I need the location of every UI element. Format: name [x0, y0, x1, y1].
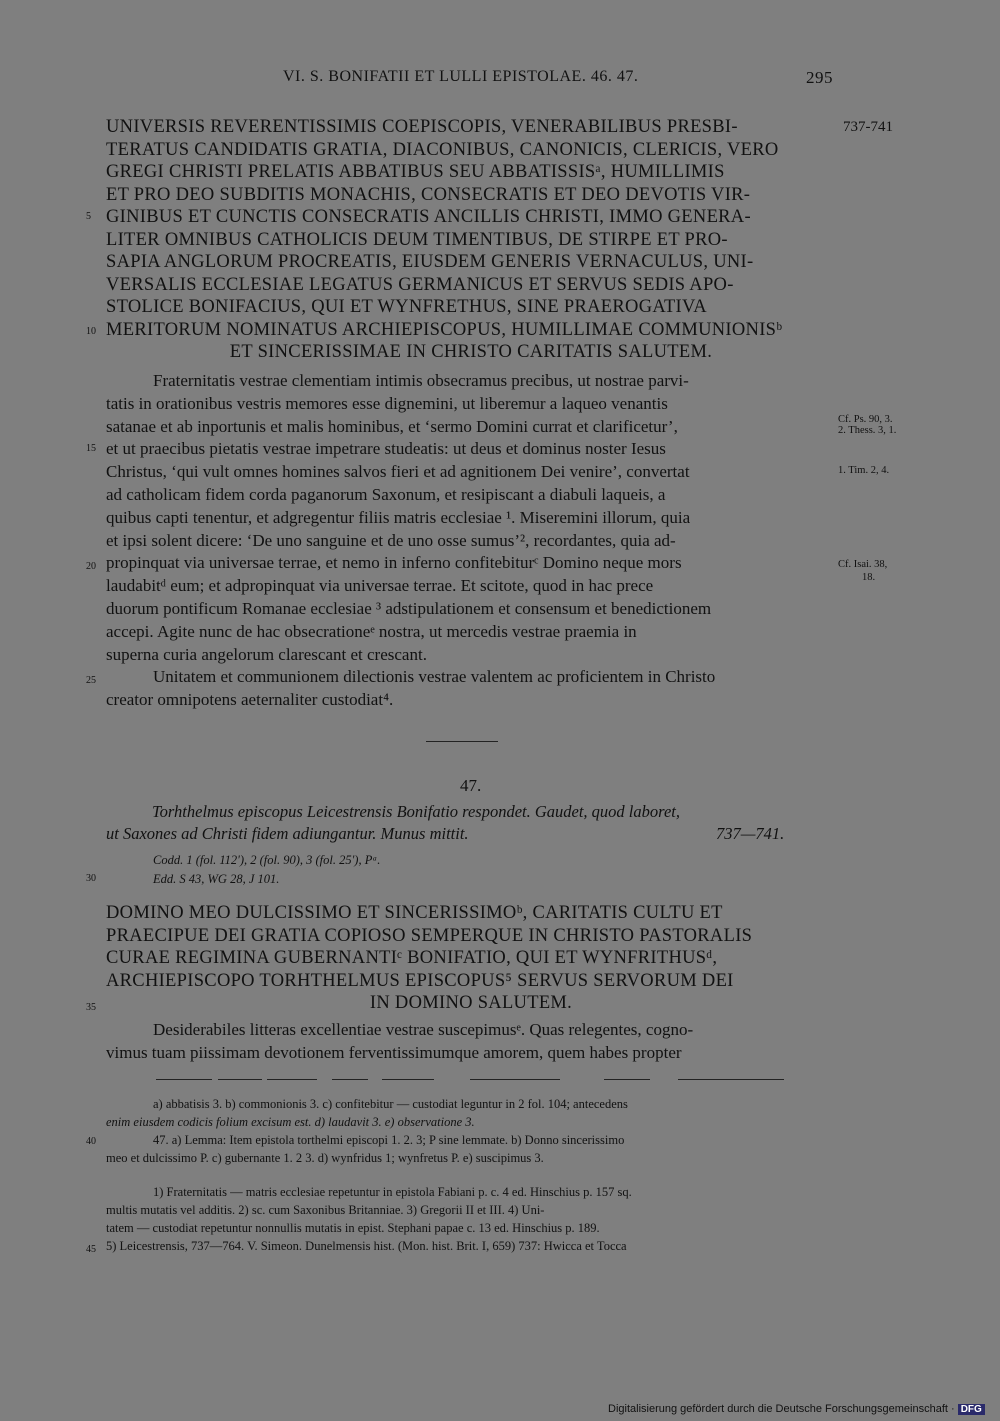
codices: Codd. 1 (fol. 112'), 2 (fol. 90), 3 (fol. 25'), Pᵃ. [153, 853, 381, 867]
apparatus-line: a) abbatisis 3. b) commonionis 3. c) confitebitur — custodiat leguntur in 2 fol. 104; antecedens [153, 1097, 628, 1111]
body-line: satanae et ab inportunis et malis hominibus, et ‘sermo Domini currat et clarificetur’, [106, 416, 678, 436]
rule-segment [267, 1079, 317, 1080]
body-line: laudabitᵈ eum; et adpropinquat via universae terrae. Et scitote, quod in hac prece [106, 576, 654, 596]
digitization-footer [608, 1403, 985, 1415]
running-title: VI. S. BONIFATII ET LULLI EPISTOLAE. 46. 47. [283, 68, 639, 85]
address-46 [106, 116, 836, 364]
body-line: duorum pontificum Romanae ecclesiae ³ adstipulationem et consensum et benedictionem [106, 598, 712, 618]
line-number: 5 [86, 211, 91, 222]
margin-ref: 2. Thess. 3, 1. [838, 425, 897, 436]
address-line: GREGI CHRISTI PRELATIS ABBATIBUS SEU ABBATISSISᵃ, HUMILLIMIS [106, 162, 725, 182]
dfg-logo: DFG [958, 1404, 985, 1415]
page-number: 295 [806, 68, 833, 87]
address-line: IN DOMINO SALUTEM. [369, 993, 573, 1013]
margin-date: 737-741 [843, 119, 893, 135]
line-number: 15 [86, 443, 96, 454]
address-line: PRAECIPUE DEI GRATIA COPIOSO SEMPERQUE IN CHRISTO PASTORALIS [106, 925, 753, 946]
body-line: superna curia angelorum clarescant et crescant. [106, 644, 427, 664]
apparatus-line: enim eiusdem codicis folium excisum est. d) laudavit 3. e) observatione 3. [106, 1115, 475, 1129]
apparatus-line: 47. a) Lemma: Item epistola torthelmi episcopi 1. 2. 3; P sine lemmate. b) Donno sincerissimo [153, 1133, 625, 1147]
note-line: 5) Leicestrensis, 737—764. V. Simeon. Dunelmensis hist. (Mon. hist. Brit. I, 659) 737: Hwicca et Tocca [106, 1239, 627, 1253]
section-separator [426, 741, 498, 742]
address-line: ARCHIEPISCOPO TORHTHELMUS EPISCOPUS⁵ SERVUS SERVORUM DEI [106, 970, 734, 991]
body-line: tatis in orationibus vestris memores esse dignemini, ut liberemur a laqueo venantis [106, 393, 668, 413]
body-47 [106, 1019, 836, 1065]
address-line: STOLICE BONIFACIUS, QUI ET WYNFRETHUS, SINE PRAEROGATIVA [106, 297, 707, 317]
margin-ref: 1. Tim. 2, 4. [838, 465, 890, 476]
editions: Edd. S 43, WG 28, J 101. [153, 872, 280, 886]
footer-text: Digitalisierung gefördert durch die Deutsche Forschungsgemeinschaft · [608, 1403, 955, 1415]
address-line: CURAE REGIMINA GUBERNANTIᶜ BONIFATIO, QUI ET WYNFRITHUSᵈ, [106, 948, 718, 968]
letter-number: 47. [460, 776, 482, 795]
margin-ref: 18. [862, 572, 876, 583]
letter-summary: Torhthelmus episcopus Leicestrensis Bonifatio respondet. Gaudet, quod laboret, [152, 802, 680, 821]
body-line: ad catholicam fidem corda paganorum Saxonum, et resipiscant a diabuli laqueis, a [106, 484, 666, 504]
address-line: UNIVERSIS REVERENTISSIMIS COEPISCOPIS, VENERABILIBUS PRESBI- [106, 117, 738, 137]
address-line: VERSALIS ECCLESIAE LEGATUS GERMANICUS ET SERVUS SEDIS APO- [106, 274, 734, 295]
body-line: quibus capti tenentur, et adgregentur filiis matris ecclesiae ¹. Miseremini illorum, quia [106, 507, 691, 527]
address-line: TERATUS CANDIDATIS GRATIA, DIACONIBUS, CANONICIS, CLERICIS, VERO [106, 139, 779, 160]
address-line: LITER OMNIBUS CATHOLICIS DEUM TIMENTIBUS, DE STIRPE ET PRO- [106, 229, 728, 250]
address-line: MERITORUM NOMINATUS ARCHIEPISCOPUS, HUMILLIMAE COMMUNIONISᵇ [106, 319, 783, 340]
letter-date: 737—741. [716, 824, 785, 843]
body-line: Desiderabiles litteras excellentiae vestrae suscepimusᵉ. Quas relegentes, cogno- [153, 1020, 694, 1039]
apparatus [106, 1095, 836, 1167]
line-number: 10 [86, 326, 96, 337]
body-line: accepi. Agite nunc de hac obsecrationeᵉ nostra, ut mercedis vestrae praemia in [106, 621, 637, 641]
body-line: creator omnipotens aeternaliter custodiat⁴. [106, 690, 394, 710]
line-number: 30 [86, 873, 96, 884]
body-line: propinquat via universae terrae, et nemo in inferno confitebiturᶜ Domino neque mors [106, 553, 682, 573]
rule-segment [218, 1079, 262, 1080]
line-number: 45 [86, 1244, 96, 1255]
body-line: Unitatem et communionem dilectionis vestrae valentem ac proficientem in Christo [153, 667, 716, 687]
line-number: 25 [86, 675, 96, 686]
address-line: DOMINO MEO DULCISSIMO ET SINCERISSIMOᵇ, CARITATIS CULTU ET [106, 903, 723, 923]
rule-segment [382, 1079, 434, 1080]
note-line: 1) Fraternitatis — matris ecclesiae repetuntur in epistola Fabiani p. c. 4 ed. Hinschius p. 157 sq. [153, 1185, 632, 1199]
body-line: et ut praecibus pietatis vestrae impetrare studeatis: ut deus et dominus noster Iesus [106, 439, 666, 459]
rule-segment [332, 1079, 368, 1080]
address-47 [106, 902, 836, 1015]
margin-ref: Cf. Ps. 90, 3. [838, 414, 893, 425]
letter-summary: ut Saxones ad Christi fidem adiungantur. Munus mittit. [106, 824, 469, 843]
line-number: 20 [86, 561, 96, 572]
margin-ref: Cf. Isai. 38, [838, 559, 888, 570]
rule-segment [156, 1079, 212, 1080]
rule-segment [470, 1079, 560, 1080]
apparatus-line: meo et dulcissimo P. c) gubernante 1. 2 3. d) wynfridus 1; wynfretus P. e) suscipimus 3. [106, 1151, 544, 1165]
address-line: SAPIA ANGLORUM PROCREATIS, EIUSDEM GENERIS VERNACULUS, UNI- [106, 252, 754, 272]
rule-segment [678, 1079, 784, 1080]
body-line: Christus, ‘qui vult omnes homines salvos fieri et ad agnitionem Dei venire’, convertat [106, 462, 690, 482]
body-line: et ipsi solent dicere: ‘De uno sanguine et de uno osse sumus’², recordantes, quia ad- [106, 530, 676, 550]
note-line: tatem — custodiat repetuntur nonnullis mutatis in epist. Stephani papae c. 13 ed. Hinschius p. 189. [106, 1221, 600, 1235]
body-46 [106, 370, 836, 712]
body-line: Fraternitatis vestrae clementiam intimis obsecramus precibus, ut nostrae parvi- [153, 371, 689, 390]
line-number: 40 [86, 1136, 96, 1147]
address-line: ET SINCERISSIMAE IN CHRISTO CARITATIS SALUTEM. [229, 342, 713, 362]
line-number: 35 [86, 1002, 96, 1013]
notes [106, 1183, 836, 1255]
address-line: ET PRO DEO SUBDITIS MONACHIS, CONSECRATIS ET DEO DEVOTIS VIR- [106, 184, 751, 205]
rule-segment [604, 1079, 650, 1080]
note-line: multis mutatis vel additis. 2) sc. cum Saxonibus Britanniae. 3) Gregorii II et III. 4) Uni- [106, 1203, 545, 1217]
body-line: vimus tuam piissimam devotionem ferventissimumque amorem, quem habes propter [106, 1042, 682, 1062]
address-line: GINIBUS ET CUNCTIS CONSECRATIS ANCILLIS CHRISTI, IMMO GENERA- [106, 207, 751, 227]
